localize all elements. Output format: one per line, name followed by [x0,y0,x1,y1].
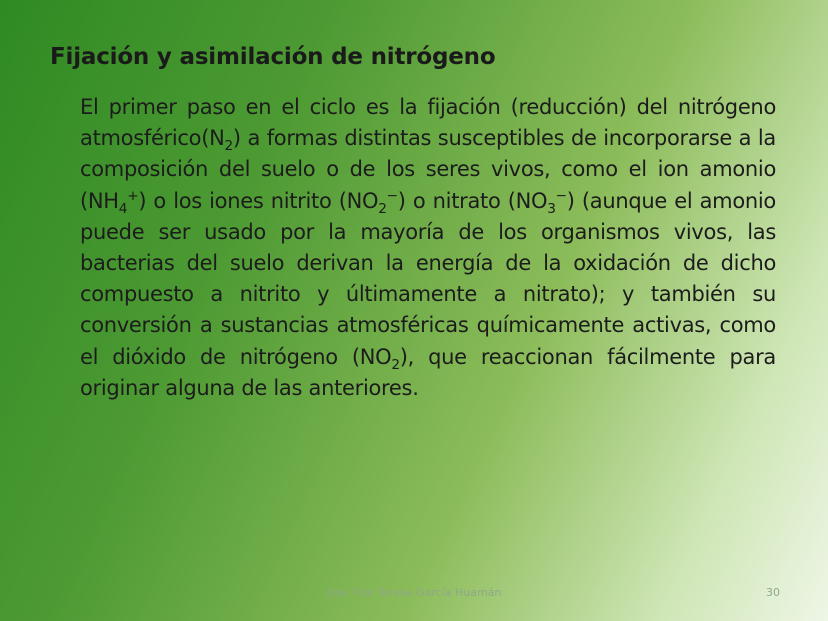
text-segment: ) (aunque el amonio puede ser usado por la mayoría de los organismos vivos, las bacterias del suelo derivan la energía de la oxidación de dicho compuesto a nitrito y últimamente a nitrato); y también su conversión a sustancias atmosféricas químicamente activas, como el dióxido de nitrógeno (NO [80,188,776,369]
text-segment: ) o los iones nitrito (NO [138,188,379,213]
slide-title: Fijación y asimilación de nitrógeno [50,44,496,70]
text-segment: ), que reaccionan fácilmente para originar alguna de las anteriores. [80,344,776,400]
text-segment: ) o nitrato (NO [397,188,548,213]
footer-author: Dra. Flor Teresa García Huamán [326,586,502,599]
superscript: + [127,187,139,204]
subscript: 2 [224,138,233,155]
body-paragraph [80,92,776,404]
subscript: 3 [547,200,556,217]
text-segment: ) a formas distintas susceptibles de incorporarse a la composición del suelo o de los seres vivos, como el ion amonio (NH [80,126,776,213]
text-segment: El primer paso en el ciclo es la fijación (reducción) del nitrógeno atmosférico(N [80,95,776,151]
page-number: 30 [766,586,780,599]
superscript: − [555,187,567,204]
subscript: 2 [391,356,400,373]
subscript: 4 [118,200,128,217]
superscript: − [386,187,398,204]
subscript: 2 [378,200,387,217]
